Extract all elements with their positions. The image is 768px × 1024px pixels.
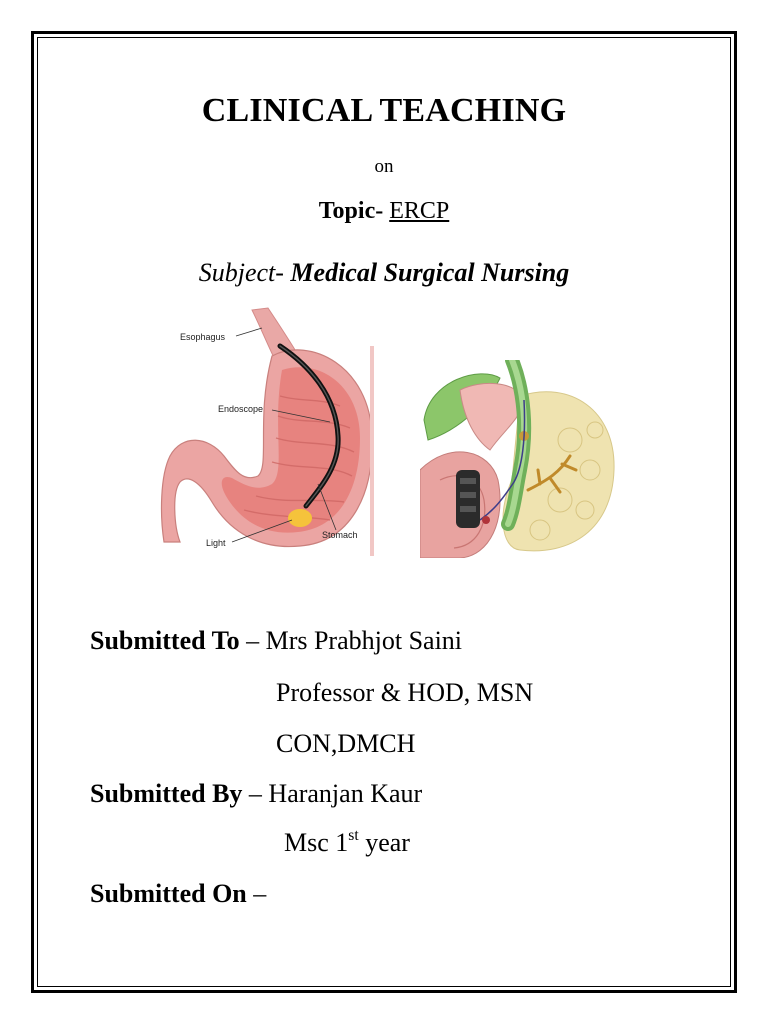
year-superscript: st <box>348 827 359 845</box>
document-title: CLINICAL TEACHING <box>201 92 567 129</box>
submitted-by-name: Haranjan Kaur <box>268 779 423 808</box>
topic-label: Topic- <box>318 198 384 224</box>
endoscope-label: Endoscope <box>218 404 264 414</box>
topic-line <box>0 198 768 225</box>
submitted-to-dash: – <box>239 626 266 655</box>
year-suffix: year <box>358 828 410 857</box>
subject-label: Subject- <box>198 258 284 287</box>
submitted-on-label: Submitted On <box>90 879 247 908</box>
subject-line <box>0 258 768 288</box>
submitted-to-line <box>90 626 462 656</box>
submitted-by-line <box>90 779 422 809</box>
light-label: Light <box>206 538 226 548</box>
topic-value: ERCP <box>389 198 450 224</box>
submitted-by-label: Submitted By <box>90 779 243 808</box>
year-prefix: Msc 1 <box>284 828 349 857</box>
submitted-by-dash: – <box>242 779 269 808</box>
submitted-on-dash: – <box>246 879 267 908</box>
stomach-endoscope-illustration <box>160 306 376 558</box>
submitted-to-designation: Professor & HOD, MSN <box>276 678 534 707</box>
submitted-to-label: Submitted To <box>90 626 240 655</box>
submitted-to-name: Mrs Prabhjot Saini <box>265 626 463 655</box>
on-text: on <box>374 156 394 177</box>
stomach-label: Stomach <box>322 530 358 540</box>
subject-value: Medical Surgical Nursing <box>290 258 570 287</box>
submitted-to-institution: CON,DMCH <box>276 729 416 758</box>
esophagus-label: Esophagus <box>180 332 226 342</box>
student-year <box>284 828 410 858</box>
submitted-on-line <box>90 879 266 909</box>
ercp-anatomy-illustration <box>420 360 616 558</box>
